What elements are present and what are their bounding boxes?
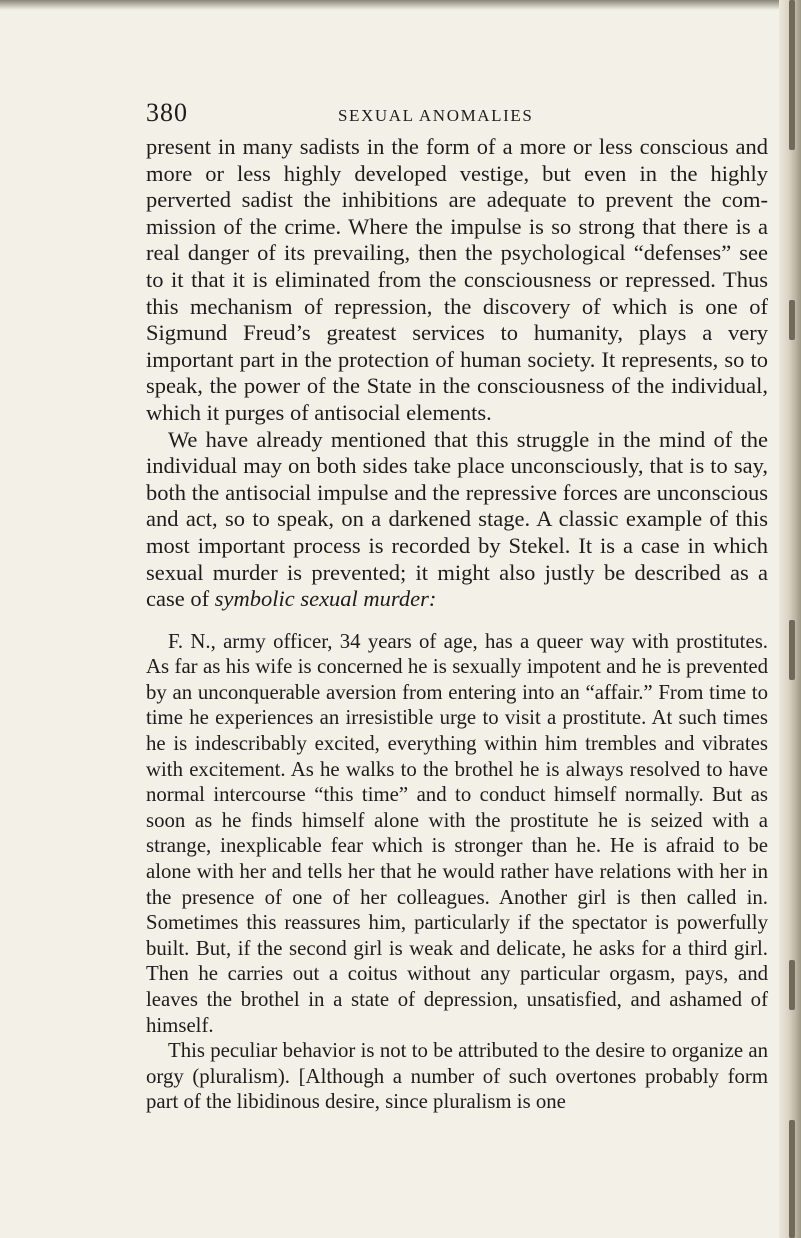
page-number: 380 xyxy=(146,98,188,127)
body-text xyxy=(146,134,768,613)
book-page xyxy=(146,98,768,1115)
case-paragraph: F. N., army officer, 34 years of age, has a queer way with prostitutes. As far as his wife is concerned he is sexually impotent and he is prevented by an unconquerable aversion from entering into an “affair.” From time to time he experiences an irresistible urge to visit a prostitute. At such times he is indescribably excited, everything within him trembles and vibrates with excitement. As he walks to the brothel he is always resolved to have normal intercourse “this time” and to conduct himself normally. But as soon as he finds himself alone with the prostitute he is seized with a strange, inexplicable fear which is stronger than he. He is afraid to be alone with her and tells her that he would rather have relations with her in the presence of one of her colleagues. Another girl is then called in. Sometimes this reassures him, particularly if the spectator is powerfully built. But, if the second girl is weak and delicate, he asks for a third girl. Then he carries out a coitus without any particular orgasm, pays, and leaves the brothel in a state of depression, unsatisfied, and ashamed of himself. xyxy=(146,629,768,1037)
paragraph-text: We have already mentioned that this struggle in the mind of the individual may on both sides take place unconsciously, that is to say, both the antisocial impulse and the repressive forces are unconscious and act, so to speak, on a darkened stage. A classic example of this most important process is recorded by Stekel. It is a case in which sexual murder is prevented; it might also justly be described as a case of xyxy=(146,426,768,612)
scan-top-shadow xyxy=(0,0,801,10)
case-paragraph: This peculiar behavior is not to be attributed to the desire to organize an orgy (pluralism). [Although a number of such overtones probably form part of the libidinous desire, since pluralism is one xyxy=(146,1039,768,1114)
page-edge-mark xyxy=(789,960,795,1010)
italic-phrase: symbolic sexual murder: xyxy=(214,586,437,612)
page-edge-mark xyxy=(789,1120,795,1238)
page-edge-mark xyxy=(789,300,795,340)
page-edge-mark xyxy=(789,0,795,150)
running-title: SEXUAL ANOMALIES xyxy=(338,106,534,125)
paragraph: present in many sadists in the form of a more or less conscious and more or less highly developed vestige, but even in the highly perverted sadist the inhibitions are adequate to prevent the commission of the crime. Where the impulse is so strong that there is a real danger of its prevailing, then the psychological “defenses” see to it that it is eliminated from the consciousness or repressed. Thus this mechanism of repression, the discovery of which is one of Sigmund Freud’s greatest services to humanity, plays a very important part in the protection of human society. It represents, so to speak, the power of the State in the consciousness of the individual, which it purges of antisocial elements. xyxy=(146,134,768,425)
case-quotation xyxy=(146,629,768,1115)
paragraph xyxy=(146,427,768,613)
page-edge xyxy=(779,0,801,1238)
running-head xyxy=(146,98,768,134)
page-edge-mark xyxy=(789,620,795,680)
